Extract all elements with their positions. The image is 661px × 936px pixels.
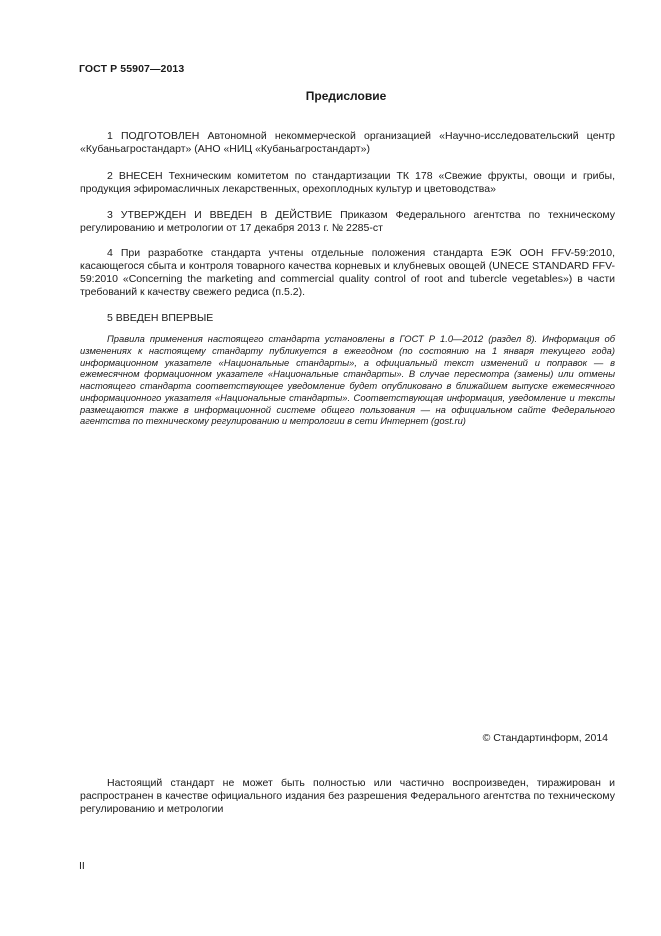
paragraph-introduced-first — [80, 312, 615, 325]
paragraph-development-basis — [80, 247, 615, 299]
page-title: Предисловие — [305, 89, 387, 103]
notice-text: Настоящий стандарт не может быть полностью или частично воспроизведен, тиражирован и распространен в качестве официального издания без разрешения Федерального агентства по техническому регулированию и метрологии — [80, 777, 615, 815]
paragraph-text: 1 ПОДГОТОВЛЕН Автономной некоммерческой организацией «Научно-исследовательский центр «Кубаньагростандарт» (АНО «НИЦ «Кубаньагростандарт») — [80, 130, 615, 155]
paragraph-approved — [80, 209, 615, 235]
paragraph-prepared-by — [80, 130, 615, 156]
page-number: II — [79, 860, 85, 872]
application-rules-note: Правила применения настоящего стандарта установлены в ГОСТ Р 1.0—2012 (раздел 8). Информация об изменениях к настоящему стандарту публикуется в ежегодном (по состоянию на 1 января текущего года) информационном указателе «Национальные стандарты», а официальный текст изменений и поправок — в ежемесячном формационном указателе «Национальные стандарты». В случае пересмотра (замены) или отмены настоящего стандарта соответствующее уведомление будет опубликовано в ближайшем выпуске ежемесячного информационного указателя «Национальные стандарты». Соответствующая информация, уведомление и тексты размещаются также в информационной системе общего пользования — на официальном сайте Федерального агентства по техническому регулированию и метрологии в сети Интернет (gost.ru) — [80, 333, 615, 427]
paragraph-text: 4 При разработке стандарта учтены отдельные положения стандарта ЕЭК ООН FFV-59:2010, касающегося сбыта и контроля товарного качества корневых и клубневых овощей (UNECE STANDARD FFV-59:2010 «Concerning the marketing and commercial quality control of root and tubercle vegetables») в части требований к качеству свежего редиса (п.5.2). — [80, 247, 615, 298]
paragraph-submitted-by — [80, 170, 615, 196]
document-code: ГОСТ Р 55907—2013 — [79, 63, 185, 75]
paragraph-text: 3 УТВЕРЖДЕН И ВВЕДЕН В ДЕЙСТВИЕ Приказом Федерального агентства по техническому регулированию и метрологии от 17 декабря 2013 г. № 2285-ст — [80, 209, 615, 234]
copyright-line: © Стандартинформ, 2014 — [482, 732, 608, 744]
paragraph-text: 5 ВВЕДЕН ВПЕРВЫЕ — [107, 312, 214, 324]
paragraph-text: 2 ВНЕСЕН Техническим комитетом по стандартизации ТК 178 «Свежие фрукты, овощи и грибы, продукция эфиромасличных лекарственных, орехоплодных культур и цветоводства» — [80, 170, 615, 195]
reproduction-notice — [80, 777, 615, 816]
